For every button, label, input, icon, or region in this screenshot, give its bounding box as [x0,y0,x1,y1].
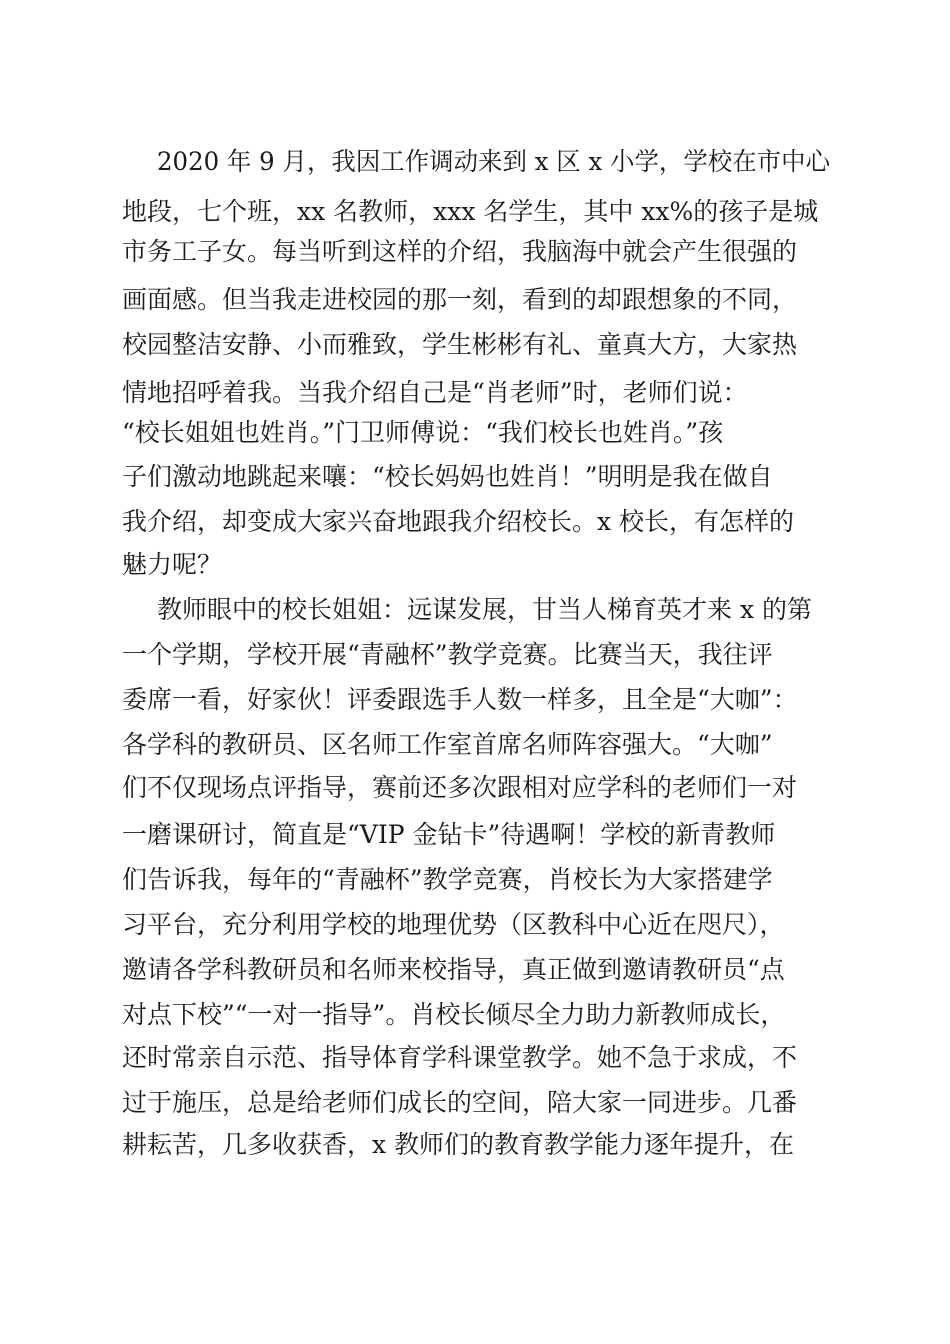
document-page: 2020 年 9 月，我因工作调动来到 x 区 x 小学，学校在市中心 地段，七个班，xx 名教师，xxx 名学生，其中 xx%的孩子是城 市务工子女。每当听到这样的介绍，我脑海中就会产生很强的 画面感。但当我走进校园的那一刻，看到的却跟想象的不同， 校园整洁安静、小而雅致，学生彬彬有礼、童真大方，大家热 情地招呼着我。当我介绍自己是“肖老师”时，老师们说： “校长姐姐也姓肖。”门卫师傅说：“我们校长也姓肖。”孩 子们激动地跳起来嚷：“校长妈妈也姓肖！”明明是我在做自 我介绍，却变成大家兴奋地跟我介绍校长。x 校长，有怎样的 魅力呢？ 教师眼中的校长姐姐：远谋发展，甘当人梯育英才来 x 的第 一个学期，学校开展“青融杯”教学竞赛。比赛当天，我往评 委席一看，好家伙！评委跟选手人数一样多，且全是“大咖”： 各学科的教研员、区名师工作室首席名师阵容强大。“大咖” 们不仅现场点评指导，赛前还多次跟相对应学科的老师们一对 一磨课研讨，简直是“VIP 金钻卡”待遇啊！学校的新青教师 们告诉我，每年的“青融杯”教学竞赛，肖校长为大家搭建学 习平台，充分利用学校的地理优势（区教科中心近在咫尺）， 邀请各学科教研员和名师来校指导，真正做到邀请教研员“点 对点下校”“一对一指导”。肖校长倾尽全力助力新教师成长， 还时常亲自示范、指导体育学科课堂教学。她不急于求成，不 过于施压，总是给老师们成长的空间，陪大家一同进步。几番 耕耘苦，几多收获香，x 教师们的教育教学能力逐年提升，在 [0,0,950,1344]
